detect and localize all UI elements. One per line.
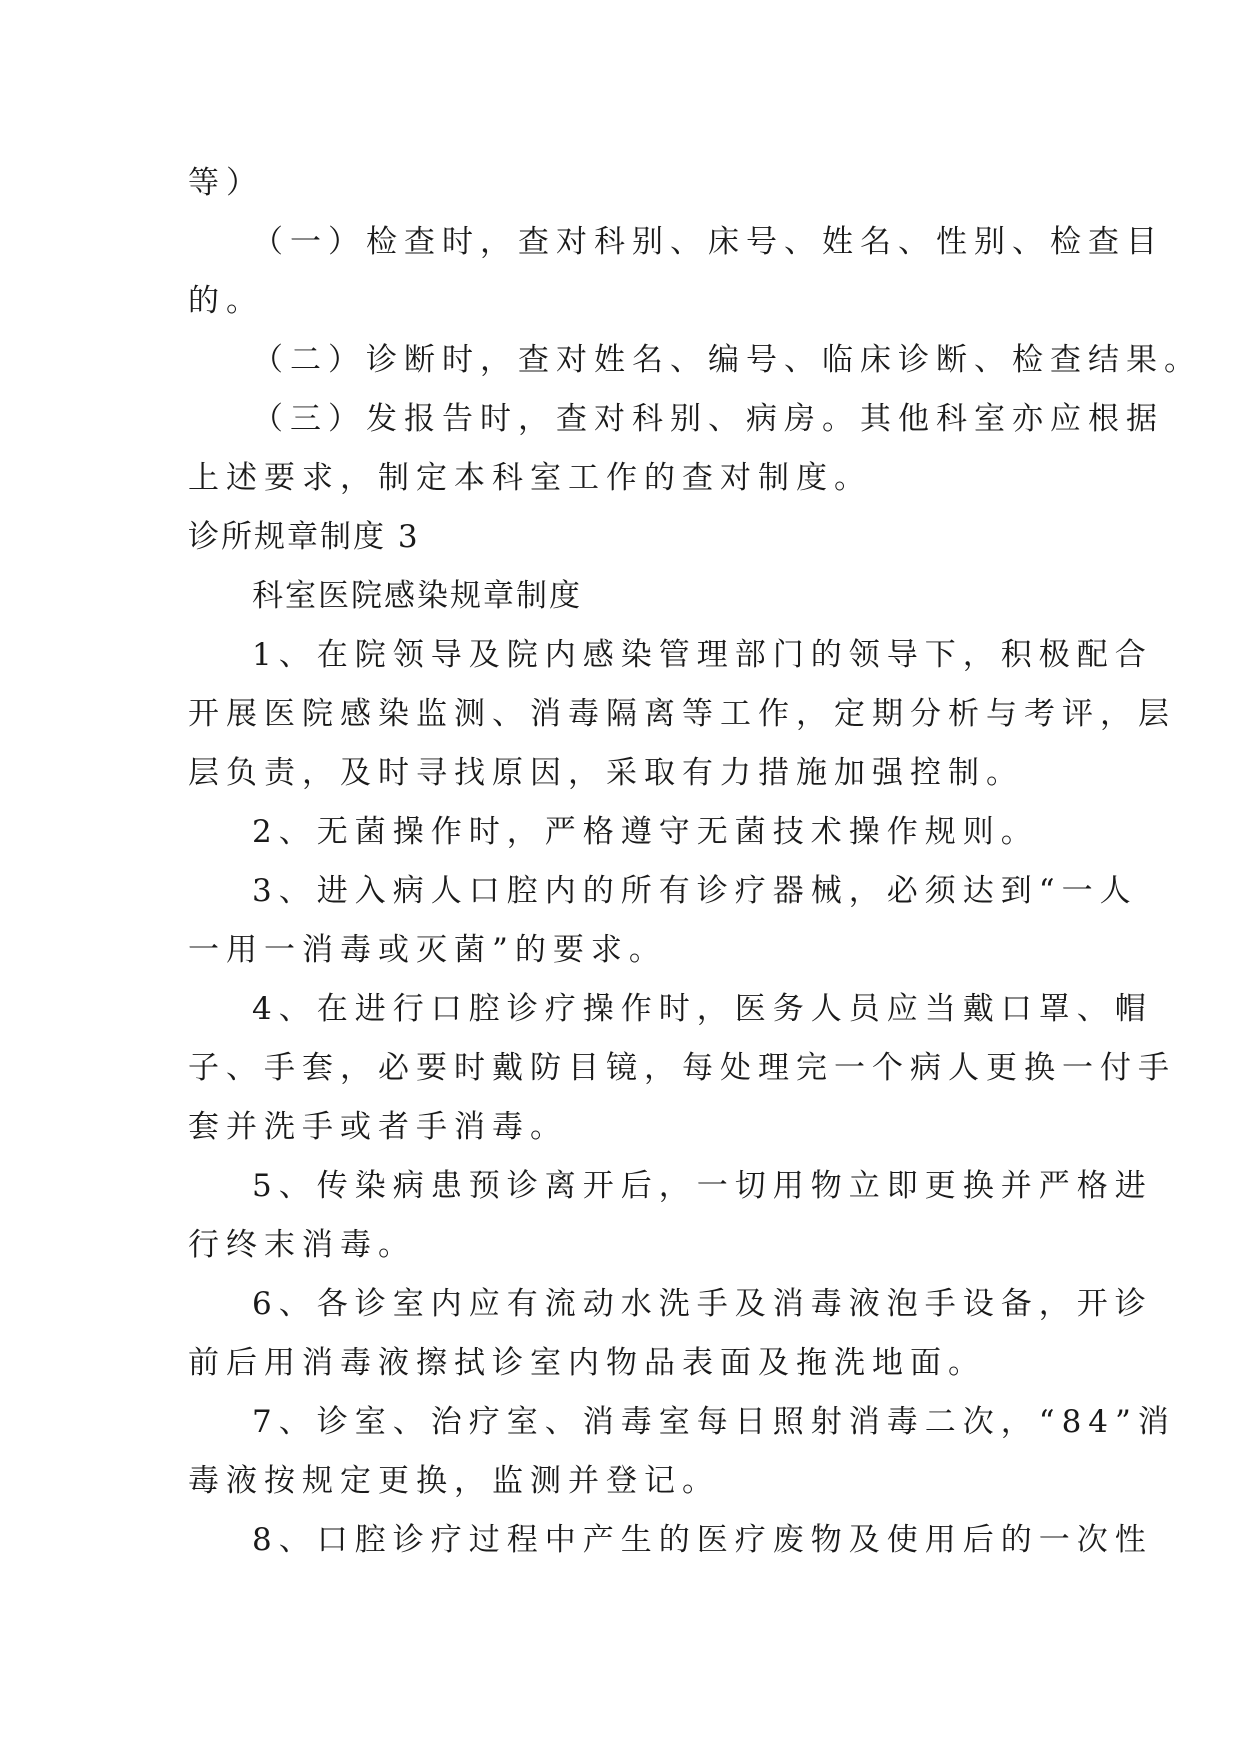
text-line: 上述要求，制定本科室工作的查对制度。 xyxy=(188,460,872,496)
text-line: 4、在进行口腔诊疗操作时，医务人员应当戴口罩、帽 xyxy=(252,991,1153,1027)
text-line: 5、传染病患预诊离开后，一切用物立即更换并严格进 xyxy=(252,1168,1153,1204)
text-line: （一）检查时，查对科别、床号、姓名、性别、检查目 xyxy=(252,224,1164,260)
text-line: 子、手套，必要时戴防目镜，每处理完一个病人更换一付手 xyxy=(188,1050,1176,1086)
text-line: （三）发报告时，查对科别、病房。其他科室亦应根据 xyxy=(252,401,1164,437)
section-heading: 诊所规章制度 3 xyxy=(188,519,420,555)
text-line: 前后用消毒液擦拭诊室内物品表面及拖洗地面。 xyxy=(188,1345,986,1381)
text-line: 6、各诊室内应有流动水洗手及消毒液泡手设备，开诊 xyxy=(252,1286,1153,1322)
text-line: 的。 xyxy=(188,283,264,319)
text-line: 层负责，及时寻找原因，采取有力措施加强控制。 xyxy=(188,755,1024,791)
text-line: 毒液按规定更换，监测并登记。 xyxy=(188,1463,720,1499)
text-line: 套并洗手或者手消毒。 xyxy=(188,1109,568,1145)
text-line: 1、在院领导及院内感染管理部门的领导下，积极配合 xyxy=(252,637,1153,673)
text-line: 行终末消毒。 xyxy=(188,1227,416,1263)
text-line: 3、进入病人口腔内的所有诊疗器械，必须达到“一人 xyxy=(252,873,1138,909)
text-line: 2、无菌操作时，严格遵守无菌技术操作规则。 xyxy=(252,814,1039,850)
text-line: 8、口腔诊疗过程中产生的医疗废物及使用后的一次性 xyxy=(252,1522,1153,1558)
text-line: 开展医院感染监测、消毒隔离等工作，定期分析与考评，层 xyxy=(188,696,1176,732)
section-title: 科室医院感染规章制度 xyxy=(252,578,582,614)
text-line: 7、诊室、治疗室、消毒室每日照射消毒二次，“84”消 xyxy=(252,1404,1176,1440)
text-line: 一用一消毒或灭菌”的要求。 xyxy=(188,932,667,968)
text-line: 等） xyxy=(188,165,264,201)
text-line: （二）诊断时，查对姓名、编号、临床诊断、检查结果。 xyxy=(252,342,1202,378)
